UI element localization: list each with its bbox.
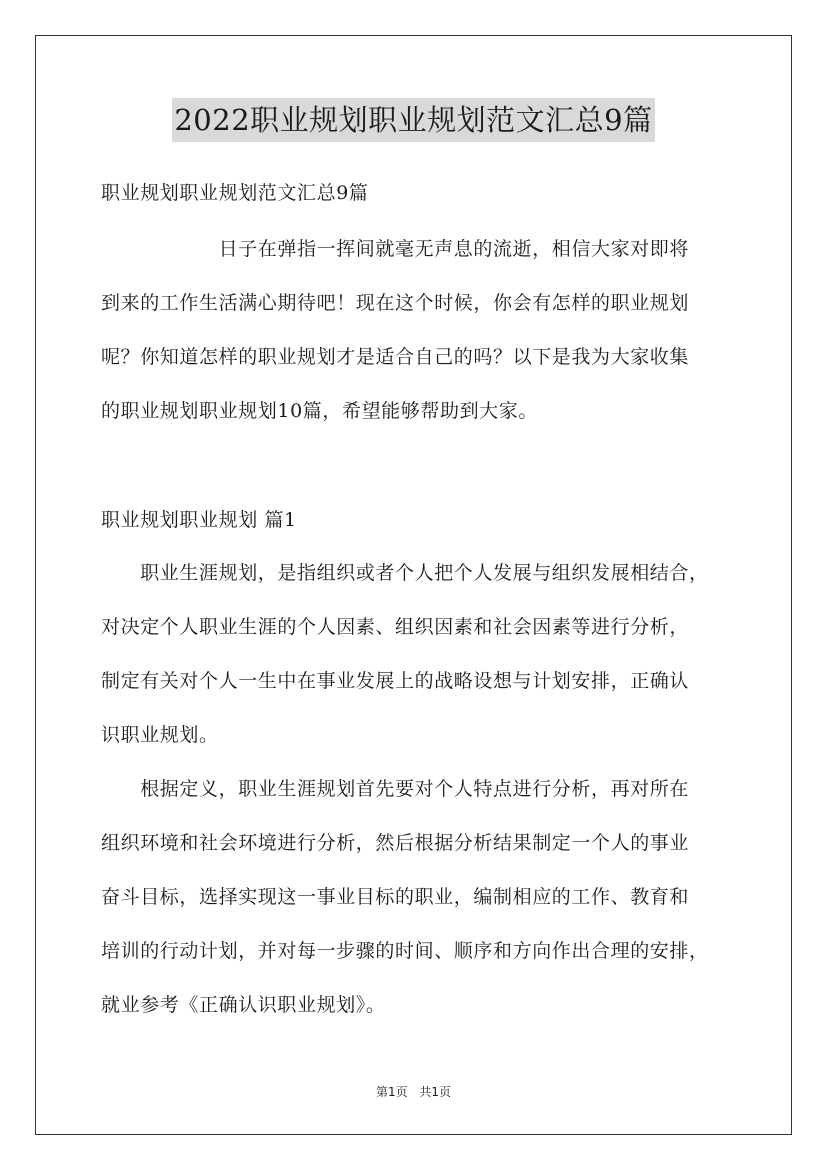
subtitle-line: 职业规划职业规划范文汇总9篇 — [101, 182, 369, 204]
paragraph-line: 制定有关对个人一生中在事业发展上的战略设想与计划安排，正确认 — [101, 670, 690, 692]
paragraph-line: 组织环境和社会环境进行分析，然后根据分析结果制定一个人的事业 — [101, 832, 690, 854]
document-title: 2022职业规划职业规划范文汇总9篇 — [172, 98, 654, 142]
page-total: 共1页 — [419, 1085, 452, 1099]
page-footer — [0, 1084, 827, 1100]
paragraph-line: 培训的行动计划，并对每一步骤的时间、顺序和方向作出合理的安排， — [101, 940, 709, 962]
paragraph-line: 呢？你知道怎样的职业规划才是适合自己的吗？以下是我为大家收集 — [101, 346, 690, 368]
paragraph-line: 根据定义，职业生涯规划首先要对个人特点进行分析，再对所在 — [101, 778, 690, 800]
title-container — [0, 98, 827, 142]
paragraph-line: 就业参考《正确认识职业规划》。 — [101, 994, 386, 1016]
paragraph-line: 的职业规划职业规划10篇，希望能够帮助到大家。 — [101, 400, 538, 422]
paragraph-line: 奋斗目标，选择实现这一事业目标的职业，编制相应的工作、教育和 — [101, 886, 690, 908]
paragraph-line: 到来的工作生活满心期待吧！现在这个时候，你会有怎样的职业规划 — [101, 292, 690, 314]
paragraph-line: 职业生涯规划，是指组织或者个人把个人发展与组织发展相结合， — [101, 562, 709, 584]
section-heading: 职业规划职业规划 篇1 — [101, 509, 297, 531]
paragraph-line: 识职业规划。 — [101, 724, 219, 746]
paragraph-line: 日子在弹指一挥间就毫无声息的流逝，相信大家对即将 — [101, 238, 690, 260]
paragraph-line: 对决定个人职业生涯的个人因素、组织因素和社会因素等进行分析， — [101, 616, 690, 638]
page-number: 第1页 — [375, 1085, 408, 1099]
